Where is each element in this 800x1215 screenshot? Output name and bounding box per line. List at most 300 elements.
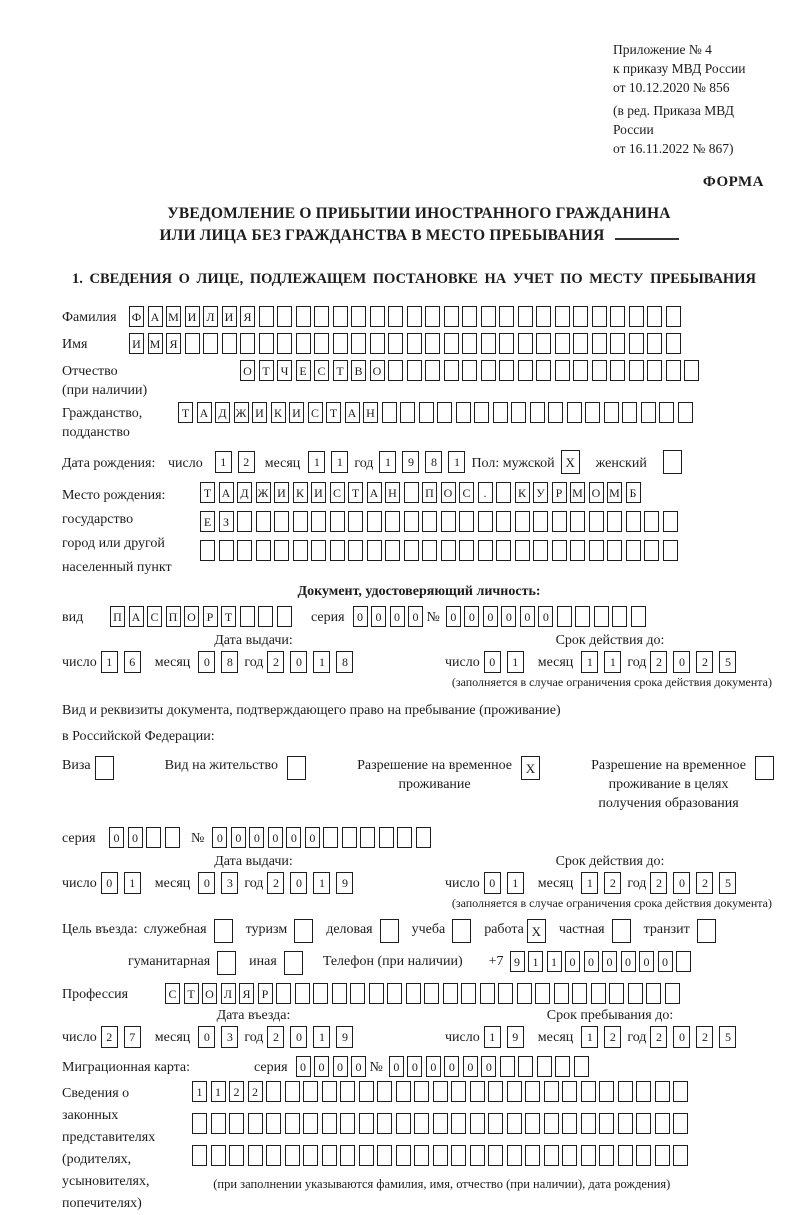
form-cell[interactable] [459, 540, 474, 561]
form-cell[interactable] [351, 333, 366, 354]
form-cell[interactable] [594, 606, 609, 627]
form-cell[interactable]: 6 [124, 651, 141, 673]
form-cell[interactable]: К [293, 482, 308, 503]
form-cell[interactable]: М [570, 482, 585, 503]
form-cell[interactable]: 2 [650, 872, 667, 894]
form-cell[interactable]: 0 [463, 1056, 478, 1077]
form-cell[interactable] [240, 606, 255, 627]
form-cell[interactable] [498, 983, 513, 1004]
form-cell[interactable]: Д [215, 402, 230, 423]
form-cell[interactable] [323, 827, 338, 848]
form-cell[interactable] [636, 1081, 651, 1102]
form-cell[interactable] [481, 333, 496, 354]
form-cell[interactable]: 0 [484, 651, 501, 673]
form-cell[interactable]: Ж [256, 482, 271, 503]
form-cell[interactable] [396, 1113, 411, 1134]
form-cell[interactable] [470, 1081, 485, 1102]
form-cell[interactable] [256, 511, 271, 532]
form-cell[interactable] [444, 333, 459, 354]
form-cell[interactable]: О [370, 360, 385, 381]
form-cell[interactable]: 9 [402, 451, 419, 473]
form-cell[interactable]: 0 [446, 606, 461, 627]
form-cell[interactable] [555, 306, 570, 327]
form-cell[interactable] [500, 1056, 515, 1077]
form-cell[interactable] [499, 360, 514, 381]
form-cell[interactable] [496, 511, 511, 532]
form-cell[interactable] [462, 306, 477, 327]
form-cell[interactable] [406, 983, 421, 1004]
form-cell[interactable] [697, 919, 716, 943]
form-cell[interactable] [295, 983, 310, 1004]
form-cell[interactable]: 0 [426, 1056, 441, 1077]
form-cell[interactable]: 2 [101, 1026, 118, 1048]
form-cell[interactable]: И [274, 482, 289, 503]
form-cell[interactable]: 0 [333, 1056, 348, 1077]
form-cell[interactable]: 0 [290, 872, 307, 894]
form-cell[interactable] [414, 1113, 429, 1134]
form-cell[interactable] [647, 360, 662, 381]
form-cell[interactable]: 0 [639, 951, 654, 972]
form-cell[interactable] [666, 360, 681, 381]
form-cell[interactable] [377, 1113, 392, 1134]
form-cell[interactable] [474, 402, 489, 423]
form-cell[interactable] [496, 540, 511, 561]
form-cell[interactable] [461, 983, 476, 1004]
form-cell[interactable] [570, 511, 585, 532]
form-cell[interactable] [629, 360, 644, 381]
form-cell[interactable]: 1 [604, 651, 621, 673]
form-cell[interactable] [382, 402, 397, 423]
form-cell[interactable]: 0 [407, 1056, 422, 1077]
form-cell[interactable]: 2 [650, 1026, 667, 1048]
form-cell[interactable] [626, 540, 641, 561]
form-cell[interactable]: 0 [286, 827, 301, 848]
form-cell[interactable] [237, 511, 252, 532]
form-cell[interactable] [536, 360, 551, 381]
form-cell[interactable]: 5 [719, 872, 736, 894]
form-cell[interactable] [647, 306, 662, 327]
form-cell[interactable]: 8 [425, 451, 442, 473]
form-cell[interactable] [388, 333, 403, 354]
form-cell[interactable] [666, 333, 681, 354]
form-cell[interactable]: 1 [215, 451, 232, 473]
form-cell[interactable]: 3 [221, 872, 238, 894]
form-cell[interactable] [609, 983, 624, 1004]
form-cell[interactable] [684, 360, 699, 381]
form-cell[interactable]: Т [326, 402, 341, 423]
form-cell[interactable] [655, 1113, 670, 1134]
form-cell[interactable] [444, 360, 459, 381]
form-cell[interactable]: П [110, 606, 125, 627]
form-cell[interactable] [530, 402, 545, 423]
form-cell[interactable] [407, 360, 422, 381]
form-cell[interactable]: А [148, 306, 163, 327]
form-cell[interactable]: 0 [198, 1026, 215, 1048]
form-cell[interactable]: Н [385, 482, 400, 503]
form-cell[interactable]: К [271, 402, 286, 423]
form-cell[interactable]: Л [203, 306, 218, 327]
form-cell[interactable] [462, 360, 477, 381]
form-cell[interactable] [287, 756, 306, 780]
form-cell[interactable] [333, 306, 348, 327]
form-cell[interactable] [424, 983, 439, 1004]
form-cell[interactable]: 2 [604, 1026, 621, 1048]
form-cell[interactable] [518, 1056, 533, 1077]
form-cell[interactable] [351, 306, 366, 327]
form-cell[interactable] [443, 983, 458, 1004]
form-cell[interactable] [610, 306, 625, 327]
form-cell[interactable] [610, 360, 625, 381]
form-cell[interactable]: Ф [129, 306, 144, 327]
form-cell[interactable] [266, 1081, 281, 1102]
form-cell[interactable] [555, 1056, 570, 1077]
form-cell[interactable] [462, 333, 477, 354]
form-cell[interactable] [211, 1113, 226, 1134]
form-cell[interactable] [666, 306, 681, 327]
form-cell[interactable] [480, 983, 495, 1004]
form-cell[interactable]: 2 [238, 451, 255, 473]
form-cell[interactable] [385, 511, 400, 532]
form-cell[interactable] [478, 540, 493, 561]
form-cell[interactable]: 9 [507, 1026, 524, 1048]
form-cell[interactable] [340, 1081, 355, 1102]
form-cell[interactable]: 0 [290, 1026, 307, 1048]
form-cell[interactable]: Т [259, 360, 274, 381]
form-cell[interactable] [377, 1081, 392, 1102]
form-cell[interactable] [589, 511, 604, 532]
form-cell[interactable] [626, 511, 641, 532]
form-cell[interactable] [185, 333, 200, 354]
form-cell[interactable] [441, 511, 456, 532]
form-cell[interactable] [222, 333, 237, 354]
form-cell[interactable]: С [459, 482, 474, 503]
form-cell[interactable] [628, 983, 643, 1004]
form-cell[interactable] [755, 756, 774, 780]
form-cell[interactable] [655, 1081, 670, 1102]
form-cell[interactable]: 9 [336, 872, 353, 894]
form-cell[interactable]: 1 [313, 872, 330, 894]
form-cell[interactable] [407, 306, 422, 327]
form-cell[interactable] [296, 306, 311, 327]
form-cell[interactable] [397, 827, 412, 848]
form-cell[interactable]: А [197, 402, 212, 423]
form-cell[interactable] [422, 511, 437, 532]
form-cell[interactable] [277, 606, 292, 627]
form-cell[interactable] [322, 1081, 337, 1102]
form-cell[interactable]: 0 [621, 951, 636, 972]
form-cell[interactable] [258, 606, 273, 627]
form-cell[interactable] [441, 540, 456, 561]
form-cell[interactable] [607, 511, 622, 532]
form-cell[interactable] [404, 540, 419, 561]
form-cell[interactable]: 0 [520, 606, 535, 627]
form-cell[interactable] [518, 333, 533, 354]
form-cell[interactable]: 2 [229, 1081, 244, 1102]
form-cell[interactable]: 1 [308, 451, 325, 473]
form-cell[interactable] [165, 827, 180, 848]
form-cell[interactable] [367, 511, 382, 532]
form-cell[interactable] [219, 540, 234, 561]
form-cell[interactable] [396, 1081, 411, 1102]
form-cell[interactable]: 2 [267, 872, 284, 894]
form-cell[interactable] [404, 482, 419, 503]
form-cell[interactable] [507, 1081, 522, 1102]
form-cell[interactable] [641, 402, 656, 423]
form-cell[interactable]: С [308, 402, 323, 423]
form-cell[interactable]: 2 [696, 1026, 713, 1048]
form-cell[interactable]: 0 [268, 827, 283, 848]
form-cell[interactable] [599, 1113, 614, 1134]
form-cell[interactable] [548, 402, 563, 423]
form-cell[interactable] [303, 1113, 318, 1134]
form-cell[interactable] [348, 511, 363, 532]
form-cell[interactable] [437, 402, 452, 423]
form-cell[interactable] [314, 333, 329, 354]
form-cell[interactable]: 1 [581, 651, 598, 673]
form-cell[interactable] [348, 540, 363, 561]
form-cell[interactable] [663, 450, 682, 474]
form-cell[interactable]: Б [626, 482, 641, 503]
form-cell[interactable]: 2 [267, 651, 284, 673]
form-cell[interactable] [567, 402, 582, 423]
form-cell[interactable]: 1 [581, 872, 598, 894]
form-cell[interactable]: Т [178, 402, 193, 423]
form-cell[interactable]: О [441, 482, 456, 503]
form-cell[interactable] [575, 606, 590, 627]
form-cell[interactable]: М [166, 306, 181, 327]
form-cell[interactable] [673, 1081, 688, 1102]
form-cell[interactable] [554, 983, 569, 1004]
form-cell[interactable]: 0 [673, 872, 690, 894]
form-cell[interactable]: И [289, 402, 304, 423]
form-cell[interactable]: Д [237, 482, 252, 503]
form-cell[interactable] [146, 827, 161, 848]
form-cell[interactable]: И [129, 333, 144, 354]
form-cell[interactable] [665, 983, 680, 1004]
form-cell[interactable] [517, 983, 532, 1004]
form-cell[interactable] [636, 1113, 651, 1134]
form-cell[interactable] [493, 402, 508, 423]
form-cell[interactable] [237, 540, 252, 561]
form-cell[interactable]: 0 [128, 827, 143, 848]
form-cell[interactable] [552, 511, 567, 532]
form-cell[interactable]: О [240, 360, 255, 381]
form-cell[interactable] [333, 333, 348, 354]
form-cell[interactable]: 2 [696, 651, 713, 673]
form-cell[interactable] [572, 983, 587, 1004]
form-cell[interactable] [277, 306, 292, 327]
form-cell[interactable]: Я [166, 333, 181, 354]
form-cell[interactable]: Р [203, 606, 218, 627]
form-cell[interactable] [419, 402, 434, 423]
form-cell[interactable] [678, 402, 693, 423]
form-cell[interactable] [342, 827, 357, 848]
form-cell[interactable]: 0 [305, 827, 320, 848]
form-cell[interactable]: Р [258, 983, 273, 1004]
form-cell[interactable] [416, 827, 431, 848]
form-cell[interactable]: 0 [658, 951, 673, 972]
form-cell[interactable] [515, 540, 530, 561]
form-cell[interactable]: 0 [212, 827, 227, 848]
form-cell[interactable]: З [219, 511, 234, 532]
form-cell[interactable] [388, 360, 403, 381]
form-cell[interactable] [570, 540, 585, 561]
form-cell[interactable]: Т [333, 360, 348, 381]
form-cell[interactable]: В [351, 360, 366, 381]
form-cell[interactable] [499, 333, 514, 354]
form-cell[interactable] [314, 306, 329, 327]
form-cell[interactable] [644, 540, 659, 561]
form-cell[interactable] [360, 827, 375, 848]
form-cell[interactable]: 0 [538, 606, 553, 627]
form-cell[interactable] [499, 306, 514, 327]
form-cell[interactable]: 1 [448, 451, 465, 473]
form-cell[interactable]: О [589, 482, 604, 503]
form-cell[interactable] [470, 1113, 485, 1134]
form-cell[interactable]: Р [552, 482, 567, 503]
form-cell[interactable]: X [561, 450, 580, 474]
form-cell[interactable] [380, 919, 399, 943]
form-cell[interactable]: 0 [249, 827, 264, 848]
form-cell[interactable]: 0 [296, 1056, 311, 1077]
form-cell[interactable]: 0 [109, 827, 124, 848]
form-cell[interactable] [663, 540, 678, 561]
form-cell[interactable]: 0 [483, 606, 498, 627]
form-cell[interactable] [533, 511, 548, 532]
form-cell[interactable]: 1 [211, 1081, 226, 1102]
form-cell[interactable] [459, 511, 474, 532]
form-cell[interactable]: С [330, 482, 345, 503]
form-cell[interactable] [296, 333, 311, 354]
form-cell[interactable] [414, 1081, 429, 1102]
form-cell[interactable]: 1 [101, 651, 118, 673]
form-cell[interactable]: 8 [221, 651, 238, 673]
form-cell[interactable] [536, 333, 551, 354]
form-cell[interactable]: 2 [650, 651, 667, 673]
form-cell[interactable] [518, 306, 533, 327]
form-cell[interactable] [496, 482, 511, 503]
form-cell[interactable] [350, 983, 365, 1004]
form-cell[interactable] [585, 402, 600, 423]
form-cell[interactable]: 7 [124, 1026, 141, 1048]
form-cell[interactable]: П [422, 482, 437, 503]
form-cell[interactable]: И [222, 306, 237, 327]
form-cell[interactable] [573, 360, 588, 381]
form-cell[interactable] [581, 1113, 596, 1134]
form-cell[interactable] [451, 1081, 466, 1102]
form-cell[interactable]: П [166, 606, 181, 627]
form-cell[interactable] [629, 333, 644, 354]
form-cell[interactable] [544, 1113, 559, 1134]
form-cell[interactable]: 5 [719, 651, 736, 673]
form-cell[interactable]: М [148, 333, 163, 354]
form-cell[interactable] [629, 306, 644, 327]
form-cell[interactable]: Л [221, 983, 236, 1004]
form-cell[interactable]: С [165, 983, 180, 1004]
form-cell[interactable] [303, 1081, 318, 1102]
form-cell[interactable]: 1 [331, 451, 348, 473]
form-cell[interactable] [612, 919, 631, 943]
form-cell[interactable]: 0 [444, 1056, 459, 1077]
form-cell[interactable]: Ж [234, 402, 249, 423]
form-cell[interactable]: 1 [313, 1026, 330, 1048]
form-cell[interactable] [562, 1113, 577, 1134]
form-cell[interactable]: X [527, 919, 546, 943]
form-cell[interactable] [537, 1056, 552, 1077]
form-cell[interactable] [535, 983, 550, 1004]
form-cell[interactable]: 0 [353, 606, 368, 627]
form-cell[interactable]: К [515, 482, 530, 503]
form-cell[interactable]: Т [348, 482, 363, 503]
form-cell[interactable]: 1 [379, 451, 396, 473]
form-cell[interactable] [259, 333, 274, 354]
form-cell[interactable]: А [345, 402, 360, 423]
form-cell[interactable]: 0 [231, 827, 246, 848]
form-cell[interactable]: 1 [528, 951, 543, 972]
form-cell[interactable]: 1 [124, 872, 141, 894]
form-cell[interactable]: 2 [267, 1026, 284, 1048]
form-cell[interactable] [400, 402, 415, 423]
form-cell[interactable] [95, 756, 114, 780]
form-cell[interactable] [203, 333, 218, 354]
form-cell[interactable] [311, 511, 326, 532]
form-cell[interactable]: Я [240, 306, 255, 327]
form-cell[interactable] [488, 1113, 503, 1134]
form-cell[interactable]: 0 [484, 872, 501, 894]
form-cell[interactable]: 0 [351, 1056, 366, 1077]
form-cell[interactable] [229, 1113, 244, 1134]
form-cell[interactable]: А [129, 606, 144, 627]
form-cell[interactable] [340, 1113, 355, 1134]
form-cell[interactable]: 0 [481, 1056, 496, 1077]
form-cell[interactable] [407, 333, 422, 354]
form-cell[interactable]: Е [296, 360, 311, 381]
form-cell[interactable] [610, 333, 625, 354]
form-cell[interactable] [676, 951, 691, 972]
form-cell[interactable] [277, 333, 292, 354]
form-cell[interactable]: 1 [581, 1026, 598, 1048]
form-cell[interactable]: 9 [336, 1026, 353, 1048]
form-cell[interactable] [259, 306, 274, 327]
form-cell[interactable] [332, 983, 347, 1004]
form-cell[interactable]: 0 [584, 951, 599, 972]
form-cell[interactable] [217, 951, 236, 975]
form-cell[interactable] [481, 360, 496, 381]
form-cell[interactable] [631, 606, 646, 627]
form-cell[interactable] [511, 402, 526, 423]
form-cell[interactable] [370, 306, 385, 327]
form-cell[interactable] [422, 540, 437, 561]
form-cell[interactable]: О [202, 983, 217, 1004]
form-cell[interactable] [525, 1113, 540, 1134]
form-cell[interactable]: О [184, 606, 199, 627]
form-cell[interactable] [622, 402, 637, 423]
form-cell[interactable] [425, 306, 440, 327]
form-cell[interactable] [488, 1081, 503, 1102]
form-cell[interactable] [192, 1113, 207, 1134]
form-cell[interactable] [404, 511, 419, 532]
form-cell[interactable]: 2 [696, 872, 713, 894]
form-cell[interactable] [573, 306, 588, 327]
form-cell[interactable] [659, 402, 674, 423]
form-cell[interactable]: 0 [408, 606, 423, 627]
form-cell[interactable] [589, 540, 604, 561]
form-cell[interactable]: Т [200, 482, 215, 503]
form-cell[interactable] [444, 306, 459, 327]
form-cell[interactable]: 0 [390, 606, 405, 627]
form-cell[interactable] [367, 540, 382, 561]
form-cell[interactable]: 0 [101, 872, 118, 894]
